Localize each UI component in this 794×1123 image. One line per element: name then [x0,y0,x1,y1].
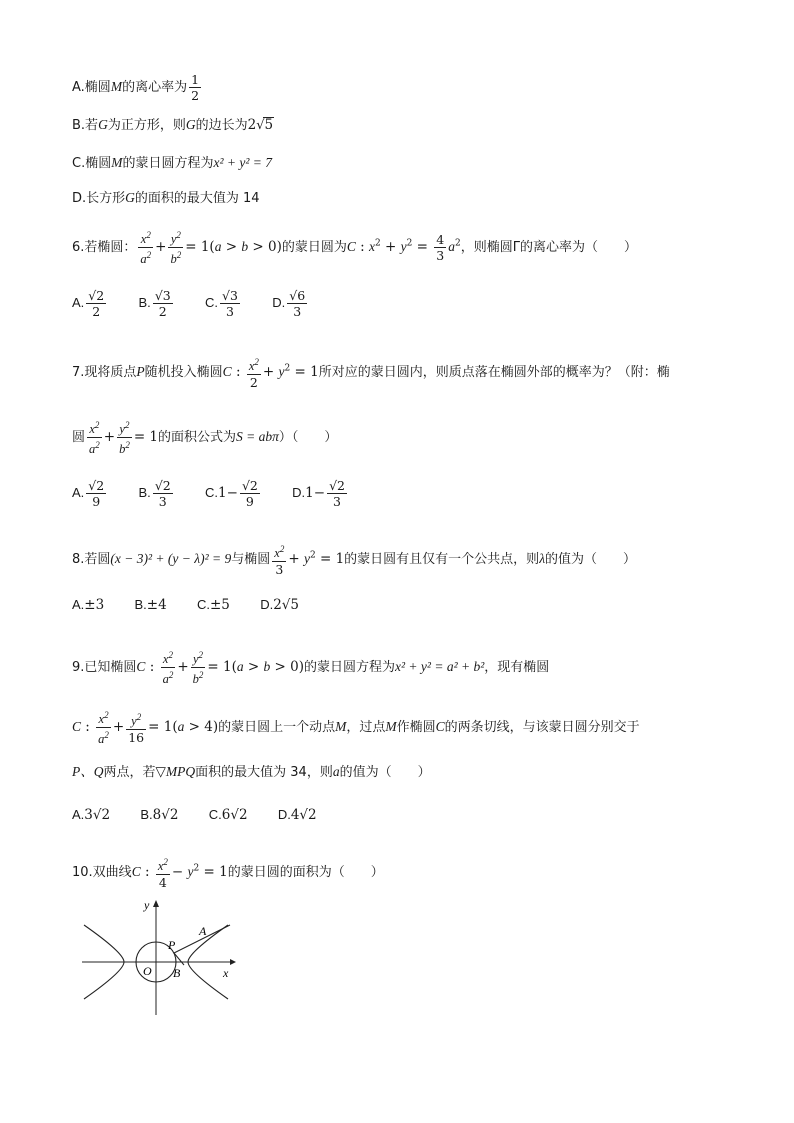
q9-option-c[interactable]: C.6√2 [208,807,248,823]
question-10-stem: 10.双曲线C : $\frac{x^2}{4}$ − $y^2 = 1$的蒙日圆的面积为（ ） [72,857,384,891]
question-8-options [72,595,325,615]
q7-option-a[interactable]: A. $\frac{√2}{9}$ [72,478,105,509]
label-p: P [168,938,176,952]
label-a: A [199,924,207,938]
q6-option-c[interactable]: C. $\frac{√3}{3}$ [205,288,238,319]
label-x: x [223,966,229,980]
question-6-options [72,288,335,319]
question-7-stem: 7.现将质点P随机投入椭圆C : $\frac{x^2}{2}$ + $y^2 = 1$所对应的蒙日圆内，则质点落在椭圆外部的概率为？（附：椭 [72,357,670,391]
q7-option-c[interactable]: C.1− $\frac{√2}{9}$ [205,478,258,509]
fraction: $\frac{1}{2}$ [191,72,200,103]
q6-option-d[interactable]: D. $\frac{√6}{3}$ [272,288,306,319]
q7-option-d[interactable]: D.1− $\frac{√2}{3}$ [292,478,345,509]
q9-option-b[interactable]: B.8√2 [140,807,179,823]
q9-option-a[interactable]: A.3√2 [72,807,111,823]
question-7-stem-cont: 圆 $\frac{x^2}{a^2}$ + $\frac{y^2}{b^2}$ = 1的面积公式为S = abπ）（ ） [72,420,338,457]
question-9-stem-cont: C : $\frac{x^2}{a^2}$ + $\frac{y^2}{16}$ = 1(a > 4)的蒙日圆上一个动点M，过点M作椭圆C的两条切线，与该蒙日圆分别交于 [72,710,640,747]
option-b-line: B.若G为正方形，则G的边长为2√5 [72,117,274,133]
q8-option-d[interactable]: D.2√5 [260,597,299,613]
option-c-line: C.椭圆M的蒙日圆方程为x² + y² = 7 [72,155,273,171]
q8-option-c[interactable]: C.±5 [197,597,230,613]
question-9-options [72,805,343,825]
question-8-stem: 8.若圆(x − 3)² + (y − λ)² = 9与椭圆 $\frac{x^2}{3}$ + $y^2 = 1$的蒙日圆有且仅有一个公共点，则λ的值为（ ） [72,544,637,578]
option-a-line: A.椭圆M的离心率为 $\frac{1}{2}$ [72,72,200,103]
q6-option-a[interactable]: A. $\frac{√2}{2}$ [72,288,105,319]
hyperbola-figure [80,895,240,1020]
question-9-stem-cont2: P、Q两点，若▽MPQ面积的最大值为 34，则a的值为（ ） [72,764,431,780]
question-9-stem: 9.已知椭圆C : $\frac{x^2}{a^2}$ + $\frac{y^2}{b^2}$ = 1(a > b > 0)的蒙日圆方程为x² + y² = a² + b²，现有椭圆 [72,650,550,687]
q8-option-a[interactable]: A.±3 [72,597,105,613]
question-6-stem: 6.若椭圆： $\frac{x^2}{a^2}$ + $\frac{y^2}{b^2}$ = 1(a > b > 0)的蒙日圆为C : $x^2 + y^2$ = $\frac{4}{3}$ $a^2$，则椭圆Γ的离心率为（ ） [72,230,637,267]
q7-option-b[interactable]: B. $\frac{√2}{3}$ [138,478,171,509]
option-d-line: D.长方形G的面积的最大值为 14 [72,190,260,206]
question-7-options [72,478,375,509]
y-axis-arrow [153,900,159,907]
label-b: B [173,966,181,980]
q6-option-b[interactable]: B. $\frac{√3}{2}$ [138,288,171,319]
label-y: y [144,898,150,912]
x-axis-arrow [230,959,236,965]
q8-option-b[interactable]: B.±4 [134,597,167,613]
q9-option-d[interactable]: D.4√2 [277,807,317,823]
label-o: O [143,964,152,978]
